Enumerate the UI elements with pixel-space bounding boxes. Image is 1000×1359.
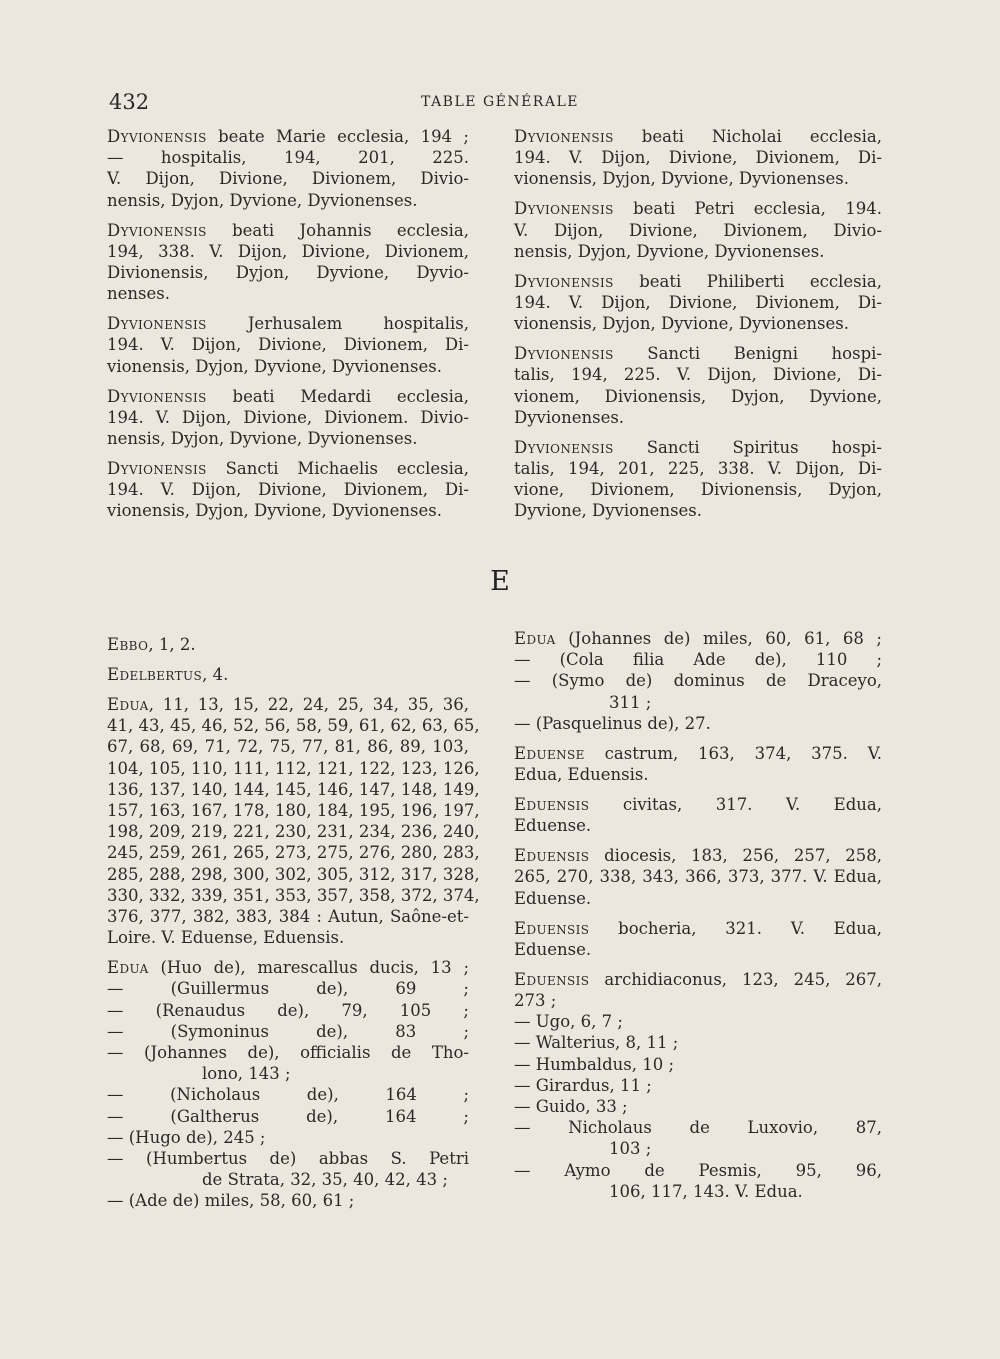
index-line: 194. V. Dijon, Divione, Divionem. Divio-	[107, 407, 469, 427]
index-entry	[107, 220, 469, 305]
index-line: nenses.	[107, 284, 170, 304]
index-entry	[107, 957, 469, 1211]
index-line: vionensis, Dyjon, Dyvione, Dyvionenses.	[107, 501, 442, 521]
index-line: 136, 137, 140, 144, 145, 146, 147, 148, 149,	[107, 779, 480, 799]
upper-right-column	[514, 126, 882, 530]
index-line: Eduensis archidiaconus, 123, 245, 267,	[514, 969, 882, 989]
index-line: 330, 332, 339, 351, 353, 357, 358, 372, 374,	[107, 885, 480, 905]
page-number: 432	[109, 90, 150, 114]
index-line: Edua, Eduensis.	[514, 765, 649, 785]
index-line: — (Johannes de), officialis de Tho-	[107, 1043, 469, 1063]
index-line: — (Humbertus de) abbas S. Petri	[107, 1149, 469, 1169]
index-entry	[107, 386, 469, 450]
index-line: 194. V. Dijon, Divione, Divionem, Di-	[107, 480, 469, 500]
index-entry	[107, 634, 469, 655]
index-line: Dyvionensis Sancti Benigni hospi-	[514, 344, 882, 364]
index-line: V. Dijon, Divione, Divionem, Divio-	[514, 220, 882, 240]
index-line: Eduense.	[514, 888, 592, 908]
index-line: 157, 163, 167, 178, 180, 184, 195, 196, 197,	[107, 801, 480, 821]
index-line: — Aymo de Pesmis, 95, 96,	[514, 1160, 882, 1180]
index-line: — (Galtherus de), 164 ;	[107, 1106, 469, 1126]
index-line: — (Cola filia Ade de), 110 ;	[514, 650, 882, 670]
index-line: 285, 288, 298, 300, 302, 305, 312, 317, 328,	[107, 864, 480, 884]
index-line: Eduense castrum, 163, 374, 375. V.	[514, 743, 882, 763]
index-line: Edelbertus, 4.	[107, 665, 229, 684]
index-line: — (Guillermus de), 69 ;	[107, 979, 469, 999]
index-line: Dyvione, Dyvionenses.	[514, 501, 703, 521]
index-line: Eduensis diocesis, 183, 256, 257, 258,	[514, 846, 882, 866]
index-line: — (Ade de) miles, 58, 60, 61 ;	[107, 1191, 355, 1211]
index-line: 245, 259, 261, 265, 273, 275, 276, 280, 283,	[107, 843, 480, 863]
index-entry	[514, 743, 882, 785]
index-entry	[514, 126, 882, 190]
index-line: Dyvionensis Sancti Michaelis ecclesia,	[107, 459, 469, 479]
index-line: — Humbaldus, 10 ;	[514, 1054, 675, 1074]
index-line: talis, 194, 201, 225, 338. V. Dijon, Di-	[514, 459, 882, 479]
index-entry	[514, 845, 882, 909]
index-line: — (Renaudus de), 79, 105 ;	[107, 1000, 469, 1020]
section-letter: E	[490, 566, 510, 597]
index-line: 265, 270, 338, 343, 366, 373, 377. V. Edua,	[514, 867, 882, 887]
index-line: — (Nicholaus de), 164 ;	[107, 1085, 469, 1105]
index-entry	[514, 969, 882, 1202]
index-line: V. Dijon, Divione, Divionem, Divio-	[107, 169, 469, 189]
index-line: 67, 68, 69, 71, 72, 75, 77, 81, 86, 89, 103,	[107, 737, 469, 757]
index-line: 41, 43, 45, 46, 52, 56, 58, 59, 61, 62, 63, 65,	[107, 716, 480, 736]
index-entry	[514, 271, 882, 335]
index-entry	[107, 694, 480, 948]
index-line: Dyvionensis beati Johannis ecclesia,	[107, 220, 469, 240]
index-line: — hospitalis, 194, 201, 225.	[107, 148, 469, 168]
index-line: 194, 338. V. Dijon, Divione, Divionem,	[107, 241, 469, 261]
index-line: lono, 143 ;	[202, 1064, 291, 1084]
index-entry	[514, 628, 882, 734]
index-entry	[514, 343, 882, 428]
index-line: 103 ;	[609, 1139, 652, 1159]
index-line: vionensis, Dyjon, Dyvione, Dyvionenses.	[514, 314, 849, 334]
index-line: 273 ;	[514, 991, 557, 1011]
index-line: talis, 194, 225. V. Dijon, Divione, Di-	[514, 365, 882, 385]
index-line: Edua (Huo de), marescallus ducis, 13 ;	[107, 958, 469, 978]
index-line: Dyvionensis beati Petri ecclesia, 194.	[514, 199, 882, 219]
index-entry	[107, 126, 469, 211]
index-line: 376, 377, 382, 383, 384 : Autun, Saône-et-	[107, 907, 469, 927]
index-line: 198, 209, 219, 221, 230, 231, 234, 236, 240,	[107, 822, 480, 842]
upper-left-column	[107, 126, 469, 530]
index-line: — (Symo de) dominus de Draceyo,	[514, 671, 882, 691]
index-line: nensis, Dyjon, Dyvione, Dyvionenses.	[107, 429, 418, 449]
index-line: Edua, 11, 13, 15, 22, 24, 25, 34, 35, 36,	[107, 695, 469, 714]
running-title: TABLE GÉNÉRALE	[421, 94, 579, 110]
index-line: Eduensis bocheria, 321. V. Edua,	[514, 918, 882, 938]
index-entry	[107, 458, 469, 522]
lower-right-column	[514, 628, 882, 1211]
index-line: — Ugo, 6, 7 ;	[514, 1012, 623, 1032]
index-line: vionensis, Dyjon, Dyvione, Dyvionenses.	[514, 169, 849, 189]
index-line: Loire. V. Eduense, Eduensis.	[107, 928, 345, 948]
index-line: Dyvionenses.	[514, 407, 625, 427]
index-line: — (Pasquelinus de), 27.	[514, 713, 711, 733]
index-line: Eduense.	[514, 939, 592, 959]
index-line: de Strata, 32, 35, 40, 42, 43 ;	[202, 1170, 448, 1190]
index-line: — (Symoninus de), 83 ;	[107, 1021, 469, 1041]
index-line: — Guido, 33 ;	[514, 1097, 628, 1117]
index-line: nensis, Dyjon, Dyvione, Dyvionenses.	[514, 241, 825, 261]
index-line: 194. V. Dijon, Divione, Divionem, Di-	[107, 335, 469, 355]
index-line: 106, 117, 143. V. Edua.	[609, 1181, 803, 1201]
index-line: 311 ;	[609, 692, 652, 712]
index-line: — Girardus, 11 ;	[514, 1075, 652, 1095]
index-entry	[514, 437, 882, 522]
index-line: vionem, Divionensis, Dyjon, Dyvione,	[514, 386, 882, 406]
index-line: vionensis, Dyjon, Dyvione, Dyvionenses.	[107, 356, 442, 376]
index-line: Eduensis civitas, 317. V. Edua,	[514, 795, 882, 815]
index-line: Edua (Johannes de) miles, 60, 61, 68 ;	[514, 629, 882, 648]
index-entry	[107, 664, 469, 685]
lower-left-column	[107, 634, 480, 1220]
index-line: — Walterius, 8, 11 ;	[514, 1033, 679, 1053]
index-line: vione, Divionem, Divionensis, Dyjon,	[514, 480, 882, 500]
index-line: 104, 105, 110, 111, 112, 121, 122, 123, 126,	[107, 758, 480, 778]
index-entry	[514, 794, 882, 836]
index-line: Dyvionensis beati Medardi ecclesia,	[107, 386, 469, 406]
index-line: Dyvionensis beati Philiberti ecclesia,	[514, 271, 882, 291]
index-line: — (Hugo de), 245 ;	[107, 1127, 266, 1147]
index-line: Dyvionensis beate Marie ecclesia, 194 ;	[107, 127, 469, 146]
index-line: Dyvionensis beati Nicholai ecclesia,	[514, 127, 882, 146]
index-line: Dyvionensis Jerhusalem hospitalis,	[107, 314, 469, 334]
index-line: Ebbo, 1, 2.	[107, 635, 196, 654]
index-line: nensis, Dyjon, Dyvione, Dyvionenses.	[107, 190, 418, 210]
index-entry	[107, 313, 469, 377]
index-line: 194. V. Dijon, Divione, Divionem, Di-	[514, 293, 882, 313]
index-line: — Nicholaus de Luxovio, 87,	[514, 1118, 882, 1138]
index-entry	[514, 198, 882, 262]
index-line: 194. V. Dijon, Divione, Divionem, Di-	[514, 148, 882, 168]
index-line: Divionensis, Dyjon, Dyvione, Dyvio-	[107, 263, 469, 283]
index-line: Dyvionensis Sancti Spiritus hospi-	[514, 437, 882, 457]
index-entry	[514, 918, 882, 960]
index-line: Eduense.	[514, 816, 592, 836]
